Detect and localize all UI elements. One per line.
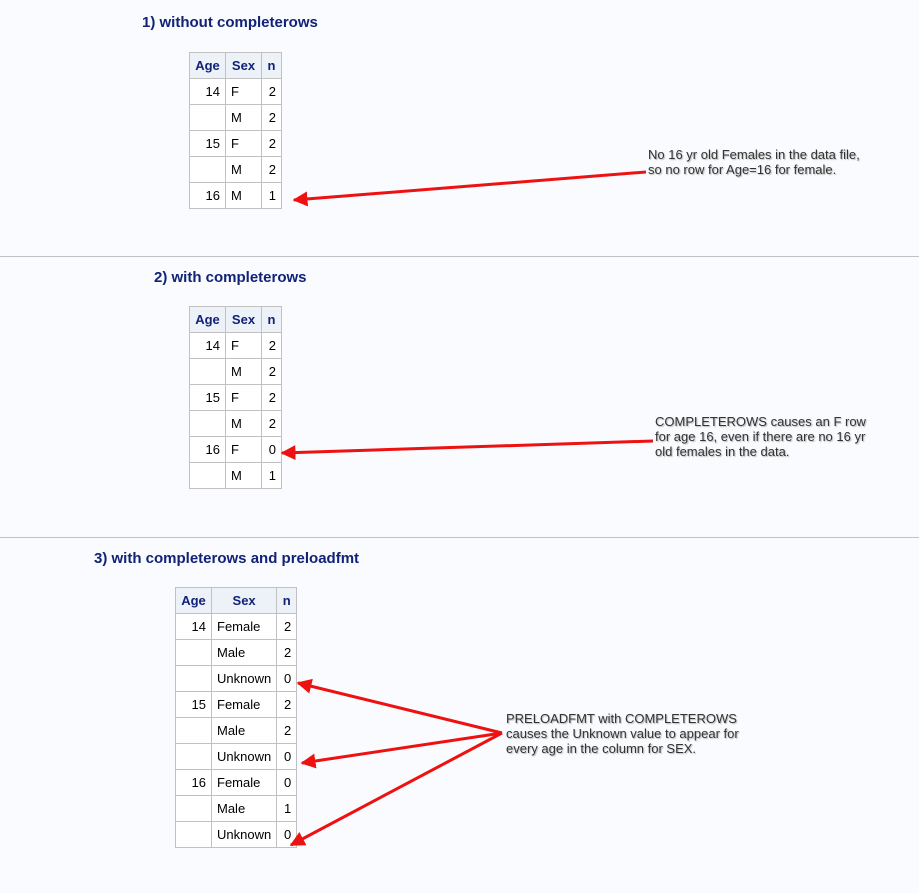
- section-2-title: 2) with completerows: [154, 269, 307, 286]
- cell-n: 1: [262, 183, 282, 209]
- cell-age: 16: [176, 770, 212, 796]
- cell-sex: M: [226, 463, 262, 489]
- cell-sex: M: [226, 157, 262, 183]
- cell-n: 0: [277, 744, 297, 770]
- arrow-3c: [291, 733, 502, 845]
- annotation-3: [506, 711, 739, 756]
- table-row: [190, 131, 282, 157]
- cell-age: [176, 796, 212, 822]
- cell-sex: Male: [212, 640, 277, 666]
- table-header-row: [190, 53, 282, 79]
- summary-table-1: [189, 52, 282, 209]
- cell-sex: F: [226, 131, 262, 157]
- cell-n: 2: [262, 157, 282, 183]
- cell-age: [190, 463, 226, 489]
- cell-n: 2: [262, 79, 282, 105]
- cell-n: 1: [277, 796, 297, 822]
- cell-age: 16: [190, 183, 226, 209]
- cell-age: [176, 718, 212, 744]
- table-row: [176, 692, 297, 718]
- summary-table-3: [175, 587, 297, 848]
- table-row: [176, 666, 297, 692]
- arrow-3a: [298, 683, 502, 733]
- header-age: Age: [190, 53, 226, 79]
- cell-age: 14: [190, 79, 226, 105]
- header-age: Age: [190, 307, 226, 333]
- cell-n: 0: [277, 666, 297, 692]
- cell-n: 2: [277, 692, 297, 718]
- arrow-2: [282, 441, 653, 453]
- table-row: [190, 157, 282, 183]
- cell-sex: Male: [212, 718, 277, 744]
- annotation-line: No 16 yr old Females in the data file,: [648, 147, 860, 162]
- header-sex: Sex: [212, 588, 277, 614]
- cell-age: 16: [190, 437, 226, 463]
- summary-table-2: [189, 306, 282, 489]
- cell-sex: Unknown: [212, 744, 277, 770]
- annotation-line: so no row for Age=16 for female.: [648, 162, 837, 177]
- cell-age: [176, 640, 212, 666]
- annotation-line: PRELOADFMT with COMPLETEROWS: [506, 711, 737, 726]
- table-row: [190, 411, 282, 437]
- cell-age: 15: [190, 131, 226, 157]
- cell-n: 2: [262, 105, 282, 131]
- cell-age: 15: [176, 692, 212, 718]
- cell-n: 2: [277, 640, 297, 666]
- cell-sex: F: [226, 385, 262, 411]
- section-3-title: 3) with completerows and preloadfmt: [94, 550, 360, 567]
- table-row: [176, 718, 297, 744]
- cell-sex: Unknown: [212, 822, 277, 848]
- annotation-line: old females in the data.: [655, 444, 790, 459]
- annotation-line: COMPLETEROWS causes an F row: [655, 414, 866, 429]
- table-row: [176, 796, 297, 822]
- cell-sex: Unknown: [212, 666, 277, 692]
- table-row: [176, 640, 297, 666]
- annotation-1: [648, 147, 860, 177]
- table-row: [190, 385, 282, 411]
- cell-age: [176, 822, 212, 848]
- cell-age: [176, 744, 212, 770]
- cell-n: 2: [262, 359, 282, 385]
- cell-sex: F: [226, 333, 262, 359]
- table-row: [190, 333, 282, 359]
- cell-n: 0: [262, 437, 282, 463]
- cell-n: 0: [277, 770, 297, 796]
- header-n: n: [262, 53, 282, 79]
- cell-n: 1: [262, 463, 282, 489]
- cell-age: 15: [190, 385, 226, 411]
- header-age: Age: [176, 588, 212, 614]
- cell-sex: M: [226, 411, 262, 437]
- cell-n: 2: [262, 385, 282, 411]
- cell-sex: M: [226, 183, 262, 209]
- table-row: [176, 770, 297, 796]
- cell-age: [176, 666, 212, 692]
- table-row: [190, 105, 282, 131]
- cell-age: 14: [190, 333, 226, 359]
- table-row: [190, 79, 282, 105]
- section-divider: [0, 256, 919, 257]
- cell-n: 2: [262, 411, 282, 437]
- cell-sex: F: [226, 79, 262, 105]
- table-row: [190, 183, 282, 209]
- header-n: n: [277, 588, 297, 614]
- cell-age: [190, 411, 226, 437]
- annotation-2: [655, 414, 866, 459]
- cell-sex: Male: [212, 796, 277, 822]
- annotation-line: for age 16, even if there are no 16 yr: [655, 429, 866, 444]
- cell-n: 2: [277, 718, 297, 744]
- annotation-line: every age in the column for SEX.: [506, 741, 697, 756]
- header-sex: Sex: [226, 53, 262, 79]
- cell-sex: Female: [212, 614, 277, 640]
- cell-n: 0: [277, 822, 297, 848]
- section-1-title: 1) without completerows: [142, 14, 318, 31]
- cell-n: 2: [277, 614, 297, 640]
- table-row: [176, 744, 297, 770]
- cell-n: 2: [262, 131, 282, 157]
- table-row: [176, 614, 297, 640]
- table-row: [176, 822, 297, 848]
- cell-sex: Female: [212, 692, 277, 718]
- cell-sex: M: [226, 105, 262, 131]
- table-header-row: [176, 588, 297, 614]
- table-row: [190, 437, 282, 463]
- table-row: [190, 463, 282, 489]
- cell-age: [190, 105, 226, 131]
- section-divider: [0, 537, 919, 538]
- table-header-row: [190, 307, 282, 333]
- cell-age: [190, 157, 226, 183]
- header-sex: Sex: [226, 307, 262, 333]
- cell-sex: M: [226, 359, 262, 385]
- header-n: n: [262, 307, 282, 333]
- cell-sex: F: [226, 437, 262, 463]
- cell-age: [190, 359, 226, 385]
- arrow-3b: [302, 733, 502, 763]
- cell-sex: Female: [212, 770, 277, 796]
- cell-age: 14: [176, 614, 212, 640]
- arrow-1: [294, 172, 646, 200]
- cell-n: 2: [262, 333, 282, 359]
- annotation-line: causes the Unknown value to appear for: [506, 726, 739, 741]
- table-row: [190, 359, 282, 385]
